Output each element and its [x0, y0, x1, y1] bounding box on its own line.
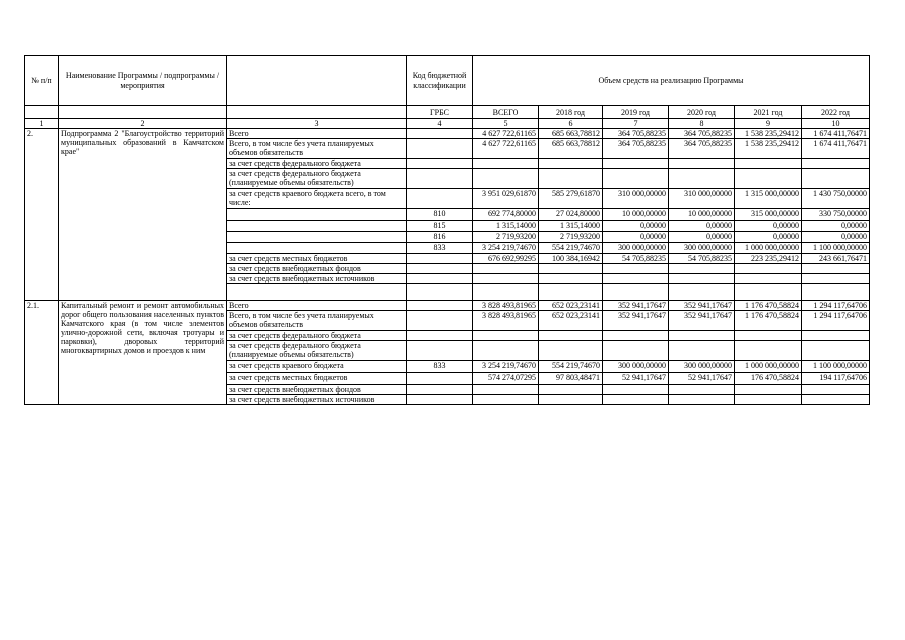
funding-source-label: за счет средств краевого бюджета всего, в том числе: [227, 189, 407, 209]
funding-source-label: Всего, в том числе без учета планируемых объемов обязательств [227, 311, 407, 331]
total-value [473, 395, 539, 405]
year-value: 300 000,00000 [603, 361, 669, 373]
year-value: 1 674 411,76471 [802, 129, 870, 139]
year-value: 2 719,93200 [539, 232, 603, 243]
total-value: 3 828 493,81965 [473, 311, 539, 331]
year-value: 554 219,74670 [539, 361, 603, 373]
total-value: 4 627 722,61165 [473, 129, 539, 139]
funding-source-label: за счет средств внебюджетных фондов [227, 385, 407, 395]
grbs-code [407, 385, 473, 395]
year-value: 310 000,00000 [603, 189, 669, 209]
funding-source-label: за счет средств внебюджетных источников [227, 395, 407, 405]
year-value: 194 117,64706 [802, 373, 870, 385]
grbs-header: ГРБС [407, 106, 473, 119]
year-value: 1 176 470,58824 [735, 301, 802, 311]
year-2022-header: 2022 год [802, 106, 870, 119]
year-value: 1 430 750,00000 [802, 189, 870, 209]
empty-cell [603, 284, 669, 301]
year-value [802, 395, 870, 405]
year-value [669, 264, 735, 274]
subprogram-2-section [25, 129, 870, 301]
grbs-code [407, 254, 473, 264]
year-value: 0,00000 [669, 221, 735, 232]
year-value [603, 331, 669, 341]
year-value: 1 674 411,76471 [802, 139, 870, 159]
year-value [735, 341, 802, 361]
grbs-code [407, 264, 473, 274]
year-value: 1 294 117,64706 [802, 311, 870, 331]
col-num-header: № п/п [25, 56, 59, 106]
year-value: 10 000,00000 [603, 209, 669, 221]
total-value [473, 274, 539, 284]
subheader-blank [59, 106, 227, 119]
column-number: 9 [735, 119, 802, 129]
year-value: 352 941,17647 [603, 311, 669, 331]
year-value: 243 661,76471 [802, 254, 870, 264]
col-name-header: Наименование Программы / подпрограммы / мероприятия [59, 56, 227, 106]
funding-source-label: Всего [227, 301, 407, 311]
funding-source-label: за счет средств федерального бюджета [227, 159, 407, 169]
grbs-code: 815 [407, 221, 473, 232]
year-value: 585 279,61870 [539, 189, 603, 209]
year-value: 1 315,14000 [539, 221, 603, 232]
column-number: 1 [25, 119, 59, 129]
year-value: 364 705,88235 [603, 139, 669, 159]
year-value [539, 264, 603, 274]
year-value: 1 315 000,00000 [735, 189, 802, 209]
year-value: 315 000,00000 [735, 209, 802, 221]
year-value: 54 705,88235 [603, 254, 669, 264]
year-value [802, 331, 870, 341]
year-value: 685 663,78812 [539, 129, 603, 139]
column-number: 7 [603, 119, 669, 129]
row-number: 2.1. [25, 301, 59, 405]
col-item-header [227, 56, 407, 106]
total-value [473, 169, 539, 189]
funding-source-label: за счет средств внебюджетных фондов [227, 264, 407, 274]
year-value: 52 941,17647 [603, 373, 669, 385]
grbs-code: 833 [407, 361, 473, 373]
activity-2-1-section [25, 301, 870, 405]
grbs-code: 816 [407, 232, 473, 243]
budget-table-container [24, 55, 870, 405]
total-value: 574 274,07295 [473, 373, 539, 385]
year-value [539, 331, 603, 341]
year-value [735, 159, 802, 169]
year-value [669, 169, 735, 189]
funding-source-label: за счет средств федерального бюджета [227, 331, 407, 341]
year-value: 1 100 000,00000 [802, 361, 870, 373]
grbs-code [407, 129, 473, 139]
col-kbk-header: Код бюджетной классификации [407, 56, 473, 106]
subheader-row [25, 106, 870, 119]
funding-source-label: Всего, в том числе без учета планируемых объемов обязательств [227, 139, 407, 159]
year-value: 330 750,00000 [802, 209, 870, 221]
year-value: 652 023,23141 [539, 301, 603, 311]
year-2018-header: 2018 год [539, 106, 603, 119]
grbs-code: 833 [407, 243, 473, 254]
year-value: 364 705,88235 [669, 139, 735, 159]
year-value: 100 384,16942 [539, 254, 603, 264]
year-value: 352 941,17647 [669, 311, 735, 331]
year-value: 1 000 000,00000 [735, 243, 802, 254]
year-value [603, 159, 669, 169]
year-value: 0,00000 [735, 232, 802, 243]
funding-source-label: за счет средств местных бюджетов [227, 373, 407, 385]
column-number: 6 [539, 119, 603, 129]
grbs-code: 810 [407, 209, 473, 221]
total-value: 676 692,99295 [473, 254, 539, 264]
year-value: 97 803,48471 [539, 373, 603, 385]
year-value: 364 705,88235 [669, 129, 735, 139]
total-value [473, 159, 539, 169]
total-value: 3 254 219,74670 [473, 243, 539, 254]
year-value: 223 235,29412 [735, 254, 802, 264]
grbs-code [407, 159, 473, 169]
year-value [539, 341, 603, 361]
year-value [669, 159, 735, 169]
column-number: 3 [227, 119, 407, 129]
column-number: 4 [407, 119, 473, 129]
year-value [603, 169, 669, 189]
year-value: 300 000,00000 [669, 243, 735, 254]
total-value: 2 719,93200 [473, 232, 539, 243]
grbs-code [407, 189, 473, 209]
year-value: 0,00000 [603, 221, 669, 232]
total-value: 692 774,80000 [473, 209, 539, 221]
year-value [539, 395, 603, 405]
funding-source-label: за счет средств местных бюджетов [227, 254, 407, 264]
total-value [473, 341, 539, 361]
subheader-blank [227, 106, 407, 119]
total-value: 4 627 722,61165 [473, 139, 539, 159]
year-value [603, 274, 669, 284]
column-number: 10 [802, 119, 870, 129]
year-2020-header: 2020 год [669, 106, 735, 119]
grbs-code [407, 169, 473, 189]
year-value [802, 264, 870, 274]
total-value [473, 385, 539, 395]
year-value [669, 395, 735, 405]
funding-source-label: Всего [227, 129, 407, 139]
year-value [802, 169, 870, 189]
col-volume-header: Объем средств на реализацию Программы [473, 56, 870, 106]
total-value: 3 254 219,74670 [473, 361, 539, 373]
year-value [603, 341, 669, 361]
funding-source-label [227, 232, 407, 243]
funding-source-label: за счет средств федерального бюджета (планируемые объемы обязательств) [227, 169, 407, 189]
year-value: 685 663,78812 [539, 139, 603, 159]
year-value: 0,00000 [603, 232, 669, 243]
year-value [539, 159, 603, 169]
year-value: 176 470,58824 [735, 373, 802, 385]
year-value: 1 538 235,29412 [735, 139, 802, 159]
total-value: 3 828 493,81965 [473, 301, 539, 311]
empty-cell [227, 284, 407, 301]
year-value: 352 941,17647 [603, 301, 669, 311]
year-value: 1 176 470,58824 [735, 311, 802, 331]
year-value: 0,00000 [669, 232, 735, 243]
year-value [802, 274, 870, 284]
table-row [25, 301, 870, 311]
year-value [603, 264, 669, 274]
year-value [669, 331, 735, 341]
year-value [735, 331, 802, 341]
year-value [735, 169, 802, 189]
year-value [735, 395, 802, 405]
empty-cell [735, 284, 802, 301]
funding-source-label: за счет средств краевого бюджета [227, 361, 407, 373]
year-value [603, 395, 669, 405]
year-value [735, 264, 802, 274]
year-value: 1 294 117,64706 [802, 301, 870, 311]
year-value: 54 705,88235 [669, 254, 735, 264]
column-number: 5 [473, 119, 539, 129]
table-row [25, 129, 870, 139]
year-value: 652 023,23141 [539, 311, 603, 331]
year-2019-header: 2019 год [603, 106, 669, 119]
year-value: 300 000,00000 [603, 243, 669, 254]
year-value [539, 169, 603, 189]
program-budget-table [24, 55, 870, 405]
year-value: 1 100 000,00000 [802, 243, 870, 254]
year-value: 52 941,17647 [669, 373, 735, 385]
empty-cell [407, 284, 473, 301]
year-value: 310 000,00000 [669, 189, 735, 209]
funding-source-label: за счет средств федерального бюджета (планируемые объемы обязательств) [227, 341, 407, 361]
funding-source-label [227, 209, 407, 221]
funding-source-label: за счет средств внебюджетных источников [227, 274, 407, 284]
total-value [473, 264, 539, 274]
year-value: 1 000 000,00000 [735, 361, 802, 373]
row-number: 2. [25, 129, 59, 301]
year-value [802, 341, 870, 361]
grbs-code [407, 373, 473, 385]
year-value: 352 941,17647 [669, 301, 735, 311]
empty-cell [802, 284, 870, 301]
funding-source-label [227, 221, 407, 232]
year-value [669, 274, 735, 284]
year-value [802, 385, 870, 395]
grbs-code [407, 139, 473, 159]
year-value [802, 159, 870, 169]
header-row [25, 56, 870, 106]
total-value: 1 315,14000 [473, 221, 539, 232]
year-value: 0,00000 [802, 232, 870, 243]
column-number: 8 [669, 119, 735, 129]
year-value: 364 705,88235 [603, 129, 669, 139]
year-value [539, 385, 603, 395]
year-value: 0,00000 [735, 221, 802, 232]
year-value [735, 385, 802, 395]
empty-cell [539, 284, 603, 301]
year-value [669, 341, 735, 361]
funding-source-label [227, 243, 407, 254]
grbs-code [407, 341, 473, 361]
year-value: 0,00000 [802, 221, 870, 232]
total-value [473, 331, 539, 341]
empty-cell [473, 284, 539, 301]
year-value: 1 538 235,29412 [735, 129, 802, 139]
grbs-code [407, 301, 473, 311]
empty-cell [669, 284, 735, 301]
year-value [669, 385, 735, 395]
year-value: 27 024,80000 [539, 209, 603, 221]
grbs-code [407, 274, 473, 284]
year-value: 554 219,74670 [539, 243, 603, 254]
total-header: ВСЕГО [473, 106, 539, 119]
total-value: 3 951 029,61870 [473, 189, 539, 209]
year-value: 10 000,00000 [669, 209, 735, 221]
year-value [539, 274, 603, 284]
year-value [735, 274, 802, 284]
column-numbers-row [25, 119, 870, 129]
year-value [603, 385, 669, 395]
program-name: Капитальный ремонт и ремонт автомобильных дорог общего пользования населенных пунктов Камчатского края (в том числе элементов улично-дорожной сети, включая тротуары и парковки), дворовых территорий многоквартирных домов и проездов к ним [59, 301, 227, 405]
grbs-code [407, 331, 473, 341]
year-value: 300 000,00000 [669, 361, 735, 373]
program-name: Подпрограмма 2 "Благоустройство территорий муниципальных образований в Камчатском крае" [59, 129, 227, 301]
year-2021-header: 2021 год [735, 106, 802, 119]
grbs-code [407, 395, 473, 405]
grbs-code [407, 311, 473, 331]
column-number: 2 [59, 119, 227, 129]
subheader-blank [25, 106, 59, 119]
